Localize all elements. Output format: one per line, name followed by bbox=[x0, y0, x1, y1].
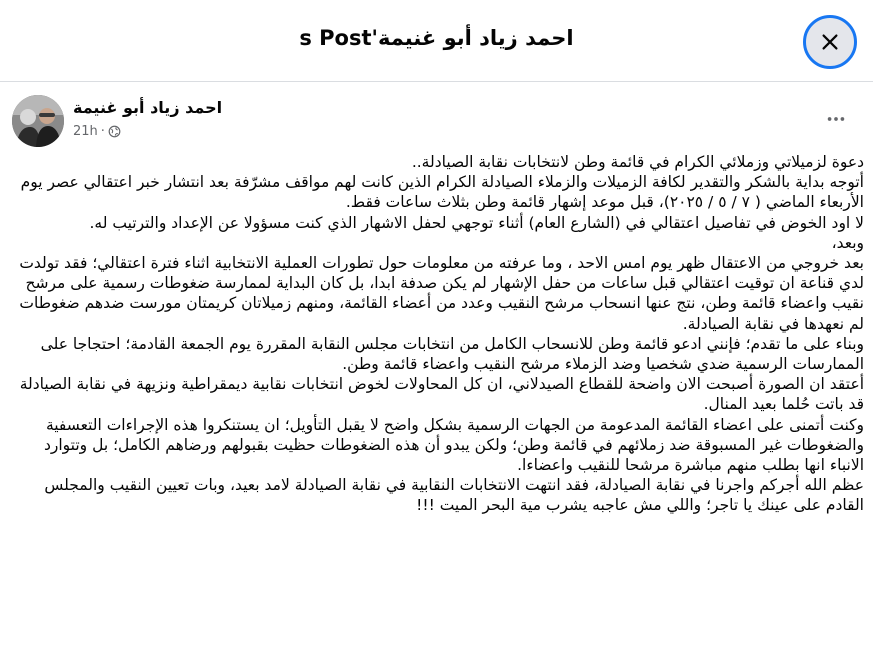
close-icon bbox=[819, 31, 841, 53]
post-paragraph: وبعد، bbox=[831, 233, 864, 252]
post-paragraph: أعتقد ان الصورة أصبحت الان واضحة للقطاع الصيدلاني، ان كل المحاولات لخوض انتخابات نقابية ديمقراطية ونزيهة في نقابة الصيادلة قد باتت حُلما بعيد المنال. bbox=[19, 375, 864, 414]
post-text bbox=[12, 152, 864, 647]
more-options-button[interactable] bbox=[818, 101, 854, 137]
post-meta bbox=[73, 124, 121, 139]
globe-icon[interactable] bbox=[108, 125, 121, 138]
post-paragraph: وبناء على ما تقدم؛ فإنني ادعو قائمة وطن للانسحاب الكامل من انتخابات مجلس النقابة المقررة يوم الجمعة القادمة؛ احتجاجا على الممارسات الرسمية ضدي شخصيا وضد الزملاء مرشح النقيب واعضاء قائمة وطن. bbox=[40, 334, 864, 374]
avatar[interactable] bbox=[12, 95, 64, 147]
post-paragraph: عظم الله أجركم واجرنا في نقابة الصيادلة، فقد انتهت الانتخابات النقابية في نقابة الصيادلة لامد بعيد، وبات تعيين النقيب والمجلس القادم على عينك يا تاجر؛ واللي مش عاجبه يشرب مية البحر الميت !!! bbox=[44, 476, 864, 515]
post-paragraph: أتوجه بداية بالشكر والتقدير لكافة الزميلات والزملاء الصيادلة الكرام الذين كانت لهم مواقف مشرّفة بعد انتشار خبر اعتقالي عصر يوم الأربعاء الماضي ( ٧ / ٥ / ٢٠٢٥)، قبل موعد إشهار قائمة وطن بثلاث ساعات فقط. bbox=[20, 173, 864, 212]
post-paragraph: لا اود الخوض في تفاصيل اعتقالي في (الشارع العام) أثناء توجهي لحفل الاشهار الذي كنت مسؤولا عن الإعداد والترتيب له. bbox=[89, 213, 864, 232]
post-header bbox=[0, 82, 873, 152]
post-paragraph: وكنت أتمنى على اعضاء القائمة المدعومة من الجهات الرسمية بشكل واضح لا يقبل التأويل؛ ان يستنكروا هذه الإجراءات التعسفية والضغوطات غير المسبوقة ضد زملائهم في قائمة وطن؛ ولكن يبدو أن هذه الضغوطات حظيت بقبولهم ورضاهم الكامل؛ بل وتتوارد الانباء انها بطلب منهم مباشرة مرشحا للنقيب واعضاءا. bbox=[43, 415, 864, 475]
post-paragraph: بعد خروجي من الاعتقال ظهر يوم امس الاحد ، وما عرفته من معلومات حول تطورات العملية الانتخابية اثناء فترة اعتقالي؛ فقد تولدت لدي قناعة ان توقيت اعتقالي قبل ساعات من حفل الإشهار لم يكن صدفة ابدا، بل كان البداية لممارسة ضغوطات رسمية على مرشح نقيب واعضاء قائمة وطن، نتج عنها انسحاب مرشح النقيب وعدد من أعضاء القائمة، ومنهم زميلاتان كريمتان مورست ضدهم ضغوطات لم نعهدها في نقابة الصيادلة. bbox=[19, 254, 864, 333]
close-button[interactable] bbox=[803, 15, 857, 69]
post-paragraph: دعوة لزميلاتي وزملائي الكرام في قائمة وطن لانتخابات نقابة الصيادلة.. bbox=[411, 153, 864, 171]
author-name[interactable]: احمد زياد أبو غنيمة bbox=[73, 98, 223, 117]
avatar-image bbox=[12, 95, 64, 147]
dialog-header bbox=[0, 0, 873, 82]
post-time[interactable]: 21h bbox=[73, 124, 98, 139]
more-horizontal-icon bbox=[825, 108, 847, 130]
meta-separator: · bbox=[100, 124, 105, 139]
dialog-title: احمد زياد أبو غنيمة's Post bbox=[299, 26, 574, 50]
